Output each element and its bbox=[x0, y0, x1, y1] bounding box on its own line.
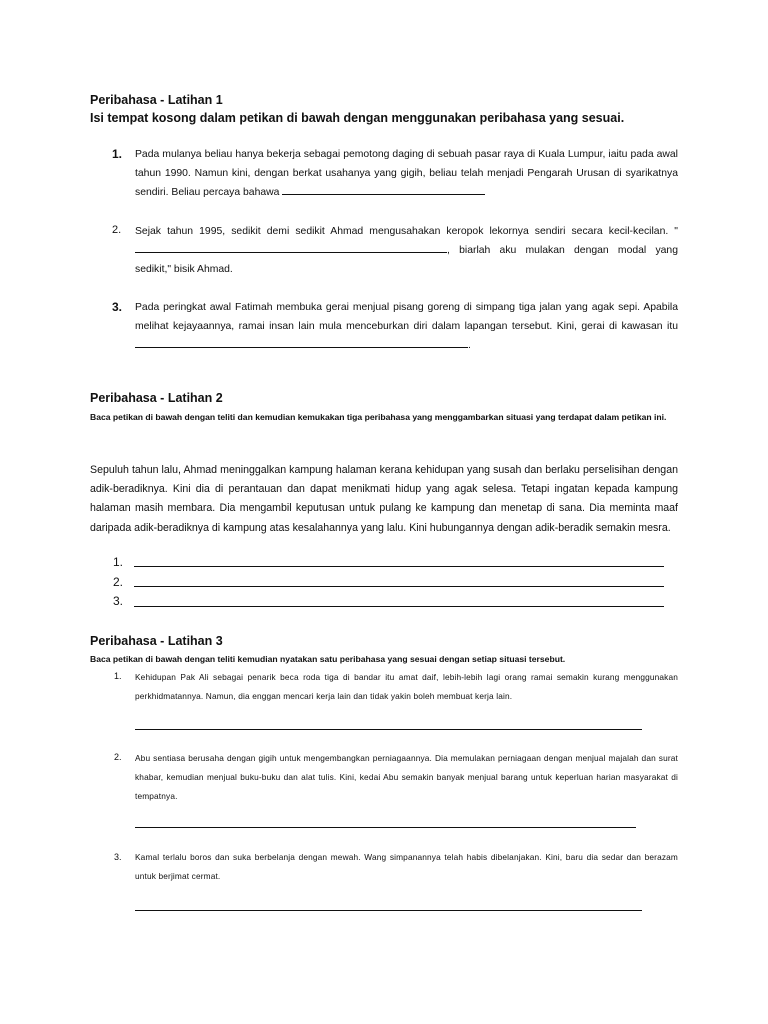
latihan-3-answer-line-2[interactable] bbox=[135, 827, 636, 828]
latihan-3-title: Peribahasa - Latihan 3 bbox=[90, 634, 223, 648]
latihan-1-item-1-body: Pada mulanya beliau hanya bekerja sebagai pemotong daging di sebuah pasar raya di Kuala Lumpur, iaitu pada awal tahun 1990. Namun kini, dengan berkat usahanya yang gigih, beliau telah menjadi Pengarah Urusan di syarikatnya sendiri. Beliau percaya bahawa bbox=[135, 149, 678, 198]
latihan-1-item-3-text bbox=[135, 298, 678, 355]
latihan-2-passage: Sepuluh tahun lalu, Ahmad meninggalkan kampung halaman kerana kehidupan yang susah dan berlaku perselisihan dengan adik-beradiknya. Kini dia di perantauan dan dapat menikmati hidup yang agak selesa. Tetapi ingatan kepada kampung halaman masih membara. Dia mengambil keputusan untuk pulang ke kampung dan menetap di sana. Dia meminta maaf daripada adik-beradiknya di kampung atas kesalahannya yang lalu. Kini hubungannya dengan adik-beradik semakin mesra. bbox=[90, 464, 678, 534]
latihan-3-instruction: Baca petikan di bawah dengan teliti kemudian nyatakan satu peribahasa yang sesuai dengan setiap situasi tersebut. bbox=[90, 654, 566, 664]
latihan-1-item-number: 3. bbox=[112, 300, 123, 314]
latihan-1-item-2-body: Sejak tahun 1995, sedikit demi sedikit Ahmad mengusahakan keropok lekornya sendiri secara kecil-kecilan. " bbox=[135, 226, 678, 237]
latihan-1-item-2-blank[interactable] bbox=[135, 242, 447, 253]
latihan-3-answer-line-3[interactable] bbox=[135, 910, 642, 911]
latihan-3-item-number: 2. bbox=[114, 752, 122, 762]
latihan-2-answer-number: 3. bbox=[113, 594, 124, 608]
latihan-1-item-2-text bbox=[135, 222, 678, 279]
latihan-1-instruction: Isi tempat kosong dalam petikan di bawah dengan menggunakan peribahasa yang sesuai. bbox=[90, 111, 625, 125]
latihan-1-title: Peribahasa - Latihan 1 bbox=[90, 93, 223, 107]
latihan-1-item-3-period: . bbox=[468, 340, 471, 351]
latihan-3-item-number: 3. bbox=[114, 852, 122, 862]
latihan-3-item-1-text: Kehidupan Pak Ali sebagai penarik beca roda tiga di bandar itu amat daif, lebih-lebih lagi orang ramai semakin kurang menggunakan perkhidmatannya. Namun, dia enggan mencari kerja lain dan tidak yakin boleh membuat kerja lain. bbox=[135, 672, 678, 701]
latihan-2-answer-line-1[interactable] bbox=[134, 566, 664, 567]
latihan-2-answer-line-2[interactable] bbox=[134, 586, 664, 587]
latihan-1-item-3-blank[interactable] bbox=[135, 337, 468, 348]
latihan-3-item-number: 1. bbox=[114, 671, 122, 681]
latihan-1-item-1-text bbox=[135, 145, 678, 202]
latihan-3-item-2-text: Abu sentiasa berusaha dengan gigih untuk mengembangkan perniagaannya. Dia memulakan perniagaan dengan menjual majalah dan surat khabar, kemudian menjual buku-buku dan alat tulis. Kini, kedai Abu semakin banyak menjual barang untuk keperluan harian masyarakat di tempatnya. bbox=[135, 753, 678, 801]
latihan-2-answer-number: 2. bbox=[113, 575, 124, 589]
latihan-1-item-2-body-end: , biarlah aku mulakan dengan modal yang sedikit," bisik Ahmad. bbox=[135, 245, 678, 275]
latihan-2-answer-line-3[interactable] bbox=[134, 606, 664, 607]
latihan-2-title: Peribahasa - Latihan 2 bbox=[90, 391, 223, 405]
latihan-2-instruction: Baca petikan di bawah dengan teliti dan kemudian kemukakan tiga peribahasa yang menggambarkan situasi yang terdapat dalam petikan ini. bbox=[90, 412, 667, 422]
latihan-3-item-3-text: Kamal terlalu boros dan suka berbelanja dengan mewah. Wang simpanannya telah habis dibelanjakan. Kini, baru dia sedar dan berazam untuk berjimat cermat. bbox=[135, 852, 678, 881]
latihan-3-answer-line-1[interactable] bbox=[135, 729, 642, 730]
latihan-1-item-number: 1. bbox=[112, 147, 123, 161]
latihan-1-item-3-body: Pada peringkat awal Fatimah membuka gerai menjual pisang goreng di simpang tiga jalan yang agak sepi. Apabila melihat kejayaannya, ramai insan lain mula menceburkan diri dalam lapangan tersebut. Kini, gerai di kawasan itu bbox=[135, 302, 678, 332]
latihan-1-item-number: 2. bbox=[112, 224, 122, 236]
latihan-1-item-1-blank[interactable] bbox=[282, 184, 485, 195]
latihan-2-answer-number: 1. bbox=[113, 555, 124, 569]
